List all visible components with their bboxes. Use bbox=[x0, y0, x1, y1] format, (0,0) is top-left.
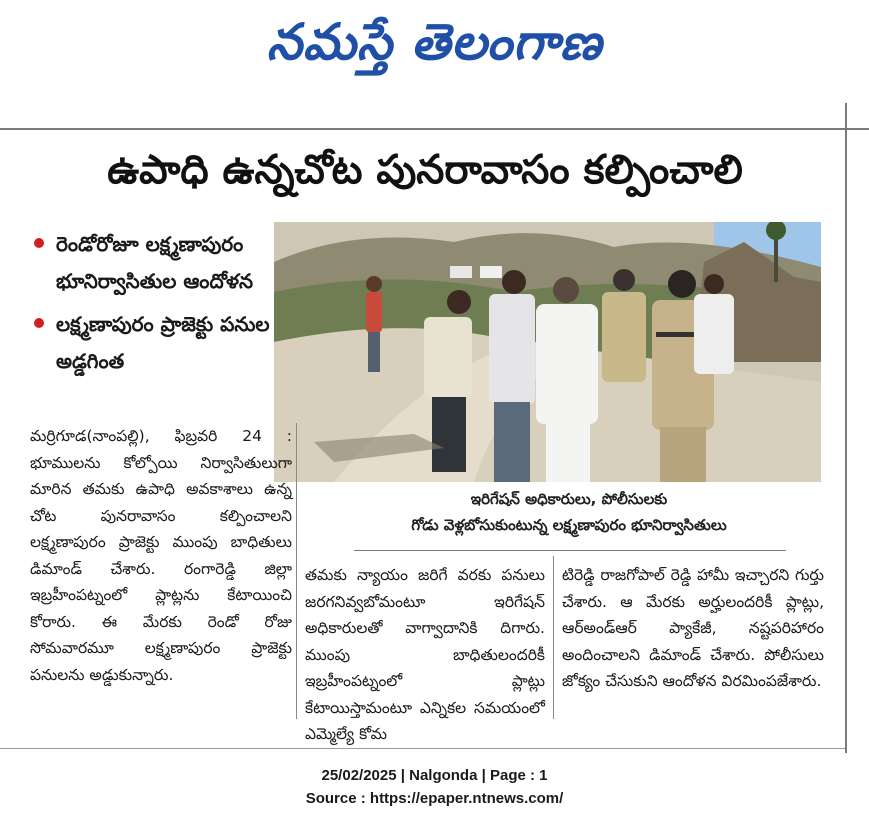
masthead bbox=[0, 0, 869, 95]
caption-rule bbox=[354, 550, 786, 551]
bullet-dot-icon bbox=[34, 318, 44, 328]
footer bbox=[0, 764, 869, 810]
frame-bottom-rule bbox=[0, 748, 845, 749]
bullet-text: రెండోరోజూ లక్ష్మణాపురం భూనిర్వాసితుల ఆందోళన bbox=[56, 232, 254, 293]
photo-caption-line: గోడు వెళ్లబోసుకుంటున్న లక్ష్మణాపురం భూనిర్వాసితులు bbox=[411, 516, 727, 534]
column-divider bbox=[553, 556, 554, 719]
article-body-column: టిరెడ్డి రాజగోపాల్ రెడ్డి హామీ ఇచ్చారని గుర్తు చేశారు. ఆ మేరకు అర్హులందరికీ ప్లాట్లు, ఆర్అండ్ఆర్ ప్యాకేజీ, నష్టపరిహారం అందించాలని డిమాండ్ చేశారు. పోలీసులు జోక్యం చేసుకుని ఆందోళన విరమింపజేశారు. bbox=[562, 566, 824, 690]
article-headline: ఉపాధి ఉన్నచోట పునరావాసం కల్పించాలి bbox=[107, 147, 743, 193]
highlight-bullet bbox=[28, 306, 273, 380]
article-body-column: తమకు న్యాయం జరిగే వరకు పనులు జరగనివ్వబోమంటూ ఇరిగేషన్ అధికారులతో వాగ్వాదానికి దిగారు. ముంపు బాధితులందరికీ ఇబ్రహీంపట్నంలో ప్లాట్లు కేటాయిస్తామంటూ ఎన్నికల సమయంలో ఎమ్మెల్యే కోమ bbox=[305, 566, 545, 743]
photo-caption-line: ఇరిగేషన్ అధికారులు, పోలీసులకు bbox=[470, 490, 668, 508]
news-photo bbox=[274, 222, 821, 482]
highlight-bullet bbox=[28, 226, 273, 300]
edition-info: 25/02/2025 | Nalgonda | Page : 1 bbox=[321, 767, 548, 784]
news-photo-illustration bbox=[274, 222, 821, 482]
highlight-bullets bbox=[28, 226, 273, 386]
bullet-text: లక్ష్మణాపురం ప్రాజెక్టు పనుల అడ్డగింత bbox=[56, 312, 270, 373]
column-divider bbox=[296, 423, 297, 719]
newspaper-logo: నమస్తే తెలంగాణ bbox=[266, 11, 603, 71]
frame-right-rule bbox=[845, 103, 847, 753]
article-body-column: మర్రిగూడ(నాంపల్లి), ఫిబ్రవరి 24 : భూములను కోల్పోయి నిర్వాసితులుగా మారిన తమకు ఉపాధి అవకాశాలు ఉన్న చోట పునరావాసం కల్పించాలని లక్ష్మణాపురం ప్రాజెక్టు ముంపు బాధితులు డిమాండ్ చేశారు. రంగారెడ్డి జిల్లా ఇబ్రహీంపట్నంలో ప్లాట్లను కేటాయించి కోరారు. ఈ మేరకు రెండో రోజు సోమవారమూ లక్ష్మణాపురం ప్రాజెక్టు పనులను అడ్డుకున్నారు. bbox=[30, 427, 292, 684]
bullet-dot-icon bbox=[34, 238, 44, 248]
top-rule bbox=[0, 128, 869, 130]
source-link[interactable]: Source : https://epaper.ntnews.com/ bbox=[305, 790, 564, 807]
photo-caption bbox=[296, 486, 842, 538]
